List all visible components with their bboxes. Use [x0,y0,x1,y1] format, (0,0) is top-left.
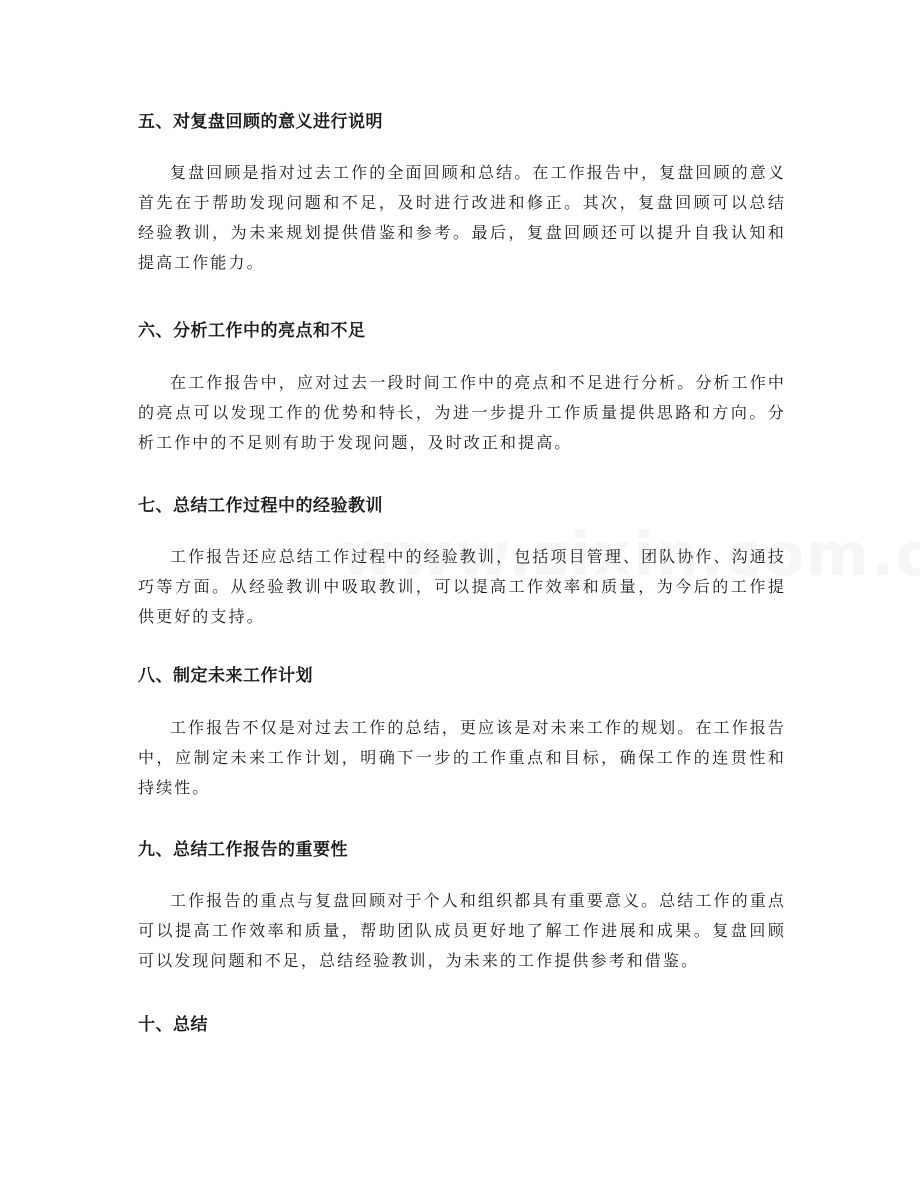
section-heading: 六、分析工作中的亮点和不足 [138,321,366,341]
section-paragraph: 工作报告不仅是对过去工作的总结，更应该是对未来工作的规划。在工作报告中，应制定未来工作计划，明确下一步的工作重点和目标，确保工作的连贯性和持续性。 [138,718,786,797]
section-paragraph: 复盘回顾是指对过去工作的全面回顾和总结。在工作报告中，复盘回顾的意义首先在于帮助发现问题和不足，及时进行改进和修正。其次，复盘回顾可以总结经验教训，为未来规划提供借鉴和参考。最后，复盘回顾还可以提升自我认知和提高工作能力。 [138,163,786,272]
section-9 [138,838,786,976]
section-8 [138,664,786,803]
section-heading: 七、总结工作过程中的经验教训 [138,496,383,516]
section-heading: 十、总结 [138,1015,208,1035]
section-7 [138,494,786,632]
section-paragraph: 工作报告的重点与复盘回顾对于个人和组织都具有重要意义。总结工作的重点可以提高工作效率和质量，帮助团队成员更好地了解工作进展和成果。复盘回顾可以发现问题和不足，总结经验教训，为未来的工作提供参考和借鉴。 [138,891,786,970]
section-10 [138,1013,786,1037]
section-heading: 五、对复盘回顾的意义进行说明 [138,112,383,132]
section-heading: 八、制定未来工作计划 [138,666,313,686]
section-5 [138,110,786,278]
section-paragraph: 在工作报告中，应对过去一段时间工作中的亮点和不足进行分析。分析工作中的亮点可以发现工作的优势和特长，为进一步提升工作质量提供思路和方向。分析工作中的不足则有助于发现问题，及时改正和提高。 [138,373,786,452]
section-paragraph: 工作报告还应总结工作过程中的经验教训，包括项目管理、团队协作、沟通技巧等方面。从经验教训中吸取教训，可以提高工作效率和质量，为今后的工作提供更好的支持。 [138,547,786,626]
section-6 [138,319,786,458]
section-heading: 九、总结工作报告的重要性 [138,840,348,860]
